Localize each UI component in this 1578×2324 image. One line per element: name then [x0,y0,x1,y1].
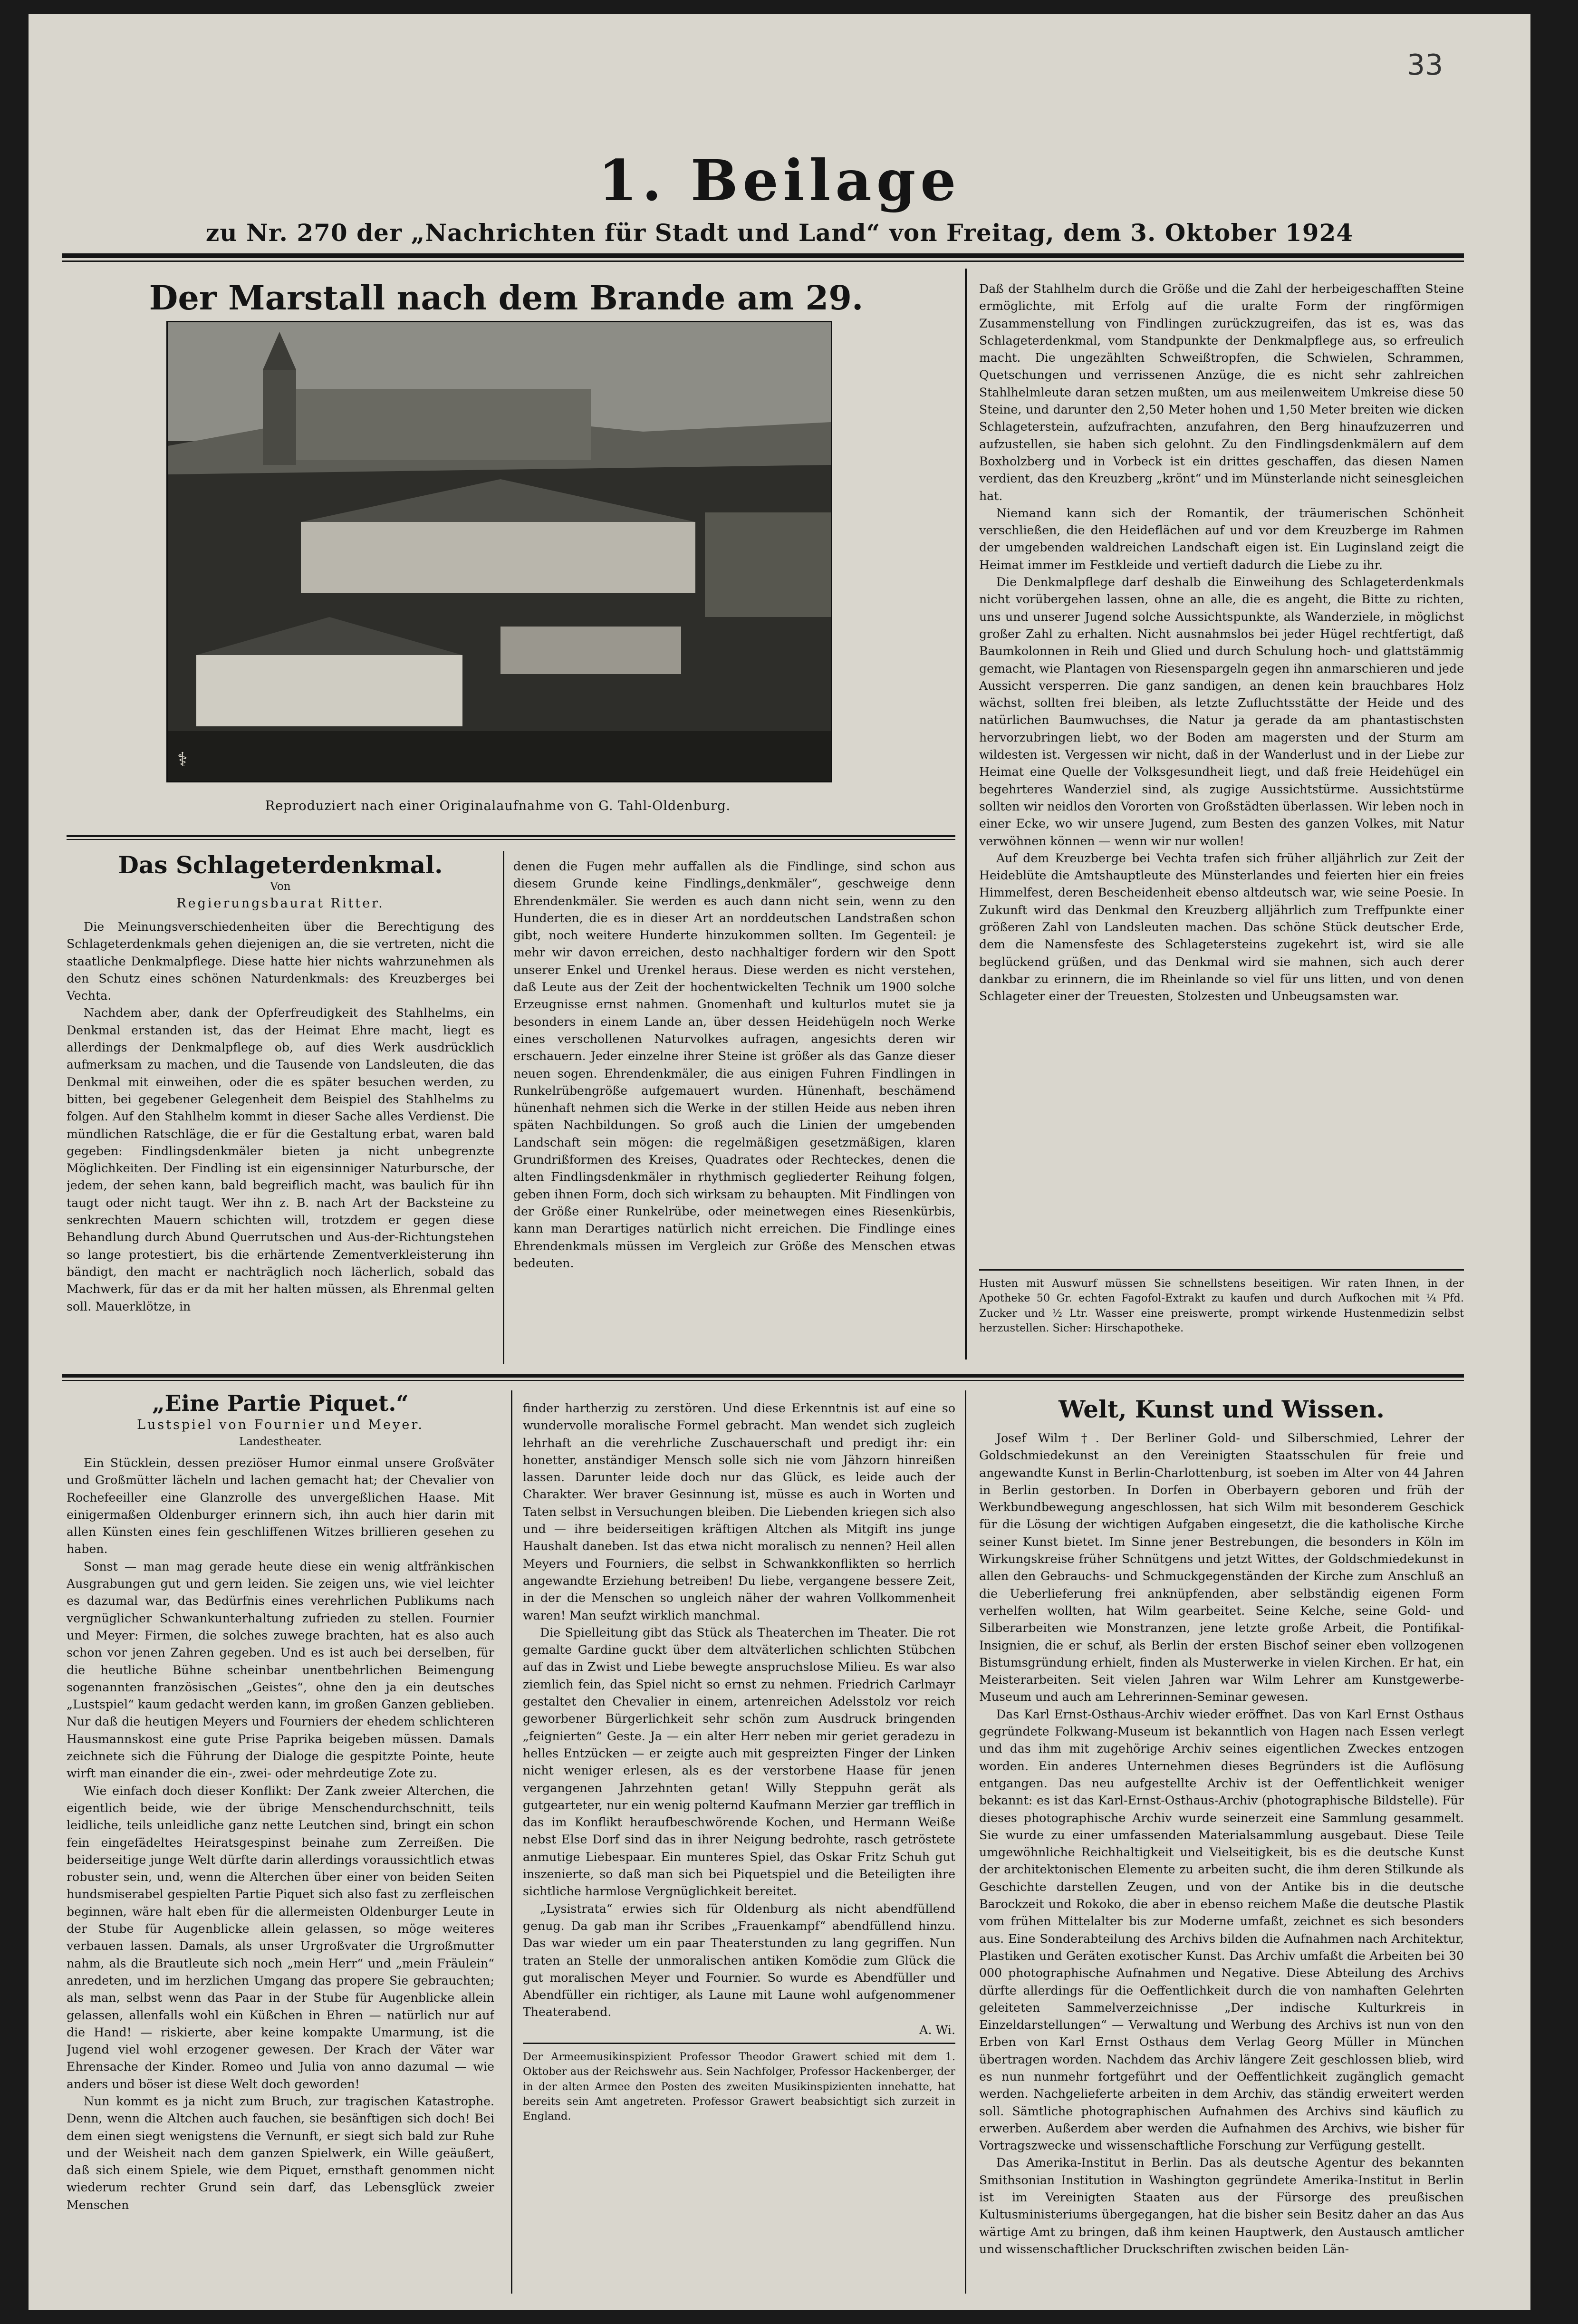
photo-title: Der Marstall nach dem Brande am 29. [149,278,864,318]
lower-section-rule [62,1374,1464,1378]
welt-paragraph: Das Karl Ernst-Osthaus-Archiv wieder eröffnet. Das von Karl Ernst Osthaus gegründete Folkwang-Museum ist bekanntlich von Hagen nach Essen verlegt und das ihm mit zugehörige Archiv seines eigentlichen Zweckes entzogen worden. Ein anderes Unternehmen dieses Begründers ist die Auflösung entgangen. Das neu aufgestellte Archiv ist der Oeffentlichkeit weniger bekannt: es ist das Karl-Ernst-Osthaus-Archiv (photographische Bildstelle). Für dieses photographische Archiv wurde seinerzeit eine Sammlung gesammelt. Sie wurde zu einer umfassenden Materialsammlung ausgebaut. Diese Teile umgewöhnliche Reichhaltigkeit und Vielseitigkeit, bis es die deutsche Kunst der architektonischen Elemente zu arbeiten sucht, die ihm deren Stilkunde als Geschichte darstellen Zeugen, und von der Antike bis in die deutsche Barockzeit und Rokoko, die aber in ebenso reichem Maße die deutsche Plastik vom frühen Mittelalter bis zur Moderne umfaßt, zeichnet es sich besonders aus. Eine Sonderabteilung des Archivs bilden die Aufnahmen nach Architektur, Plastiken und Geräten exotischer Kunst. Das Archiv umfaßt die Arbeiten bei 30 000 photographische Aufnahmen und Negative. Diese Abteilung des Archivs dürfte allerdings für die Oeffentlichkeit durch die von namhaften Gelehrten geleiteten Sammelverzeichnisse „Der indische Kulturkreis in Einzeldarstellungen“ — Verwaltung und Werbung des Archivs ist nun von den Erben von Karl Ernst Osthaus dem Verlag Georg Müller in München übertragen worden. Nachdem das Archiv längere Zeit geschlossen blieb, wird es nun nunmehr fortgeführt und der Oeffentlichkeit zugänglich gemacht werden. Nachgelieferte arbeiten in dem Archiv, das ständig erweitert werden soll. Sämtliche photographischen Aufnahmen des Archivs sind käuflich zu erwerben. Außerdem aber werden die Aufnahmen des Archivs, wie bisher für Vortragszwecke und wissenschaftliche Forschung zur Verfügung gestellt. [979,1707,1464,2153]
piquet-signature: A. Wi. [919,2023,955,2037]
piquet-column-divider [511,1390,512,2294]
schlageter-continuation [513,858,955,1364]
photo-rule-thin [67,839,955,840]
column-divider-top [965,269,967,1360]
welt-title: Welt, Kunst und Wissen. [1058,1395,1385,1423]
schlageter-article [67,851,494,1367]
stahlhelm-paragraph: Daß der Stahlhelm durch die Größe und die Zahl der herbeigeschafften Steine ermöglichte, mit Erfolg auf die uralte Form der ringförmigen Zusammenstellung von Findlingen zurückzugreifen, das ist es, was das Schlageterdenkmal, vom Standpunkte der Denkmalpflege aus, so erfreulich macht. Die ungezählten Schweißtropfen, die Schwielen, Schrammen, Quetschungen und verrissenen Anzüge, die es nicht sehr zahlreichen Stahlhelmleute daran setzen mußten, um aus meilenweitem Umkreise diese 50 Steine, und darunter den 2,50 Meter hohen und 1,50 Meter breiten wie dicken Schlageterstein, aufzufrachten, anzufahren, den Berg hinaufzuzerren und aufzustellen, sie haben sich gelohnt. Zu den Findlingsdenkmälern auf dem Boxholzberg und in Vorbeck ist ein drittes geschaffen, das diesen Namen verdient, das den Kreuzberg „krönt“ und im Münsterlande nicht seinesgleichen hat. [979,282,1464,503]
photo-caption: Reproduziert nach einer Originalaufnahme von G. Tahl-Oldenburg. [265,799,731,813]
newspaper-page [29,14,1530,2310]
welt-column-divider [965,1390,966,2294]
schlageter-continuation-text: denen die Fugen mehr auffallen als die Findlinge, sind schon aus diesem Grunde keine Findlings„denkmäler“, geschweige denn Ehrendenkmäler. Sie werden es auch dann nicht sein, wenn zu den Hunderten, die es in dieser Art an norddeutschen Landstraßen schon gibt, noch weitere Hunderte hinzukommen sollten. Im Gegenteil: je mehr wir davon erreichen, desto nachhaltiger fordern wir den Spott unserer Enkel und Urenkel heraus. Diese werden es nicht verstehen, daß Leute aus der Zeit der hochentwickelten Technik um 1900 solche Erzeugnisse ernst nahmen. Gnomenhaft und kulturlos mutet sie ja besonders in einem Lande an, über dessen Heidehügeln noch Werke eines verschollenen Naturvolkes aufragen, angesichts deren wir erschauern. Jeder einzelne ihrer Steine ist größer als das Ganze dieser neuen sogen. Ehrendenkmäler, die aus einigen Fuhren Findlingen in Runkelrübengröße aufgemauert wurden. Hünenhaft, beschämend hünenhaft nehmen sich die Werke in der stillen Heide aus neben ihren späten Nachbildungen. So groß auch die Linien der umgebenden Landschaft sein mögen: die regelmäßigen gesetzmäßigen, klaren Grundrißformen des Kreises, Quadrates oder Rechteckes, denen die alten Findlingsdenkmäler in rhythmisch gegliederter Reihung folgen, geben ihnen Form, doch sich wirksam zu behaupten. Mit Findlingen von der Größe einer Runkelrübe, oder meinetwegen eines Riesenkürbis, kann man Derartiges natürlich nicht erreichen. Die Findlinge eines Ehrendenkmals müssen im Vergleich zur Größe des Menschen etwas bedeuten. [513,859,955,1270]
piquet-subtitle: Lustspiel von Fournier und Meyer. [137,1418,424,1432]
photographer-monogram-icon: ⚕ [177,749,188,771]
schlageter-byline-author: Regierungsbaurat Ritter. [176,896,385,911]
schlageter-paragraph: Nachdem aber, dank der Opferfreudigkeit des Stahlhelms, ein Denkmal erstanden ist, das der Heimat Ehre macht, liegt es allerdings der Denkmalpflege ob, auf dies Werk ausdrücklich aufmerksam zu machen, und die Tausende von Landsleuten, die das Denkmal mit einweihen, oder die es später besuchen werden, zu bitten, bei gegebener Gelegenheit dem Beispiel des Stahlhelms zu folgen. Auf den Stahlhelm kommt in dieser Sache alles Verdienst. Die mündlichen Ratschläge, die er für die Gestaltung erbat, waren bald gegeben: Findlingsdenkmäler bieten ja nicht unbegrenzte Möglichkeiten. Der Findling ist ein eigensinniger Naturbursche, der jedem, der sehen kann, bald begreiflich macht, was baulich für ihn taugt oder nicht taugt. Wer ihn z. B. nach Art der Backsteine zu senkrechten Mauern schichten will, trotzdem er gegen diese Behandlung durch Abund Querrutschen und Aus-der-Richtungstehen so lange protestiert, bis die erhärtende Zementverkleisterung ihn bändigt, den macht er nachträglich noch lächerlich, sobald das Machwerk, für das er da mit her halten müssen, als Ehrenmal gelten soll. Mauerklötze, in [67,1006,494,1313]
masthead-rule-thin [62,260,1464,262]
welt-paragraph: Josef Wilm †. Der Berliner Gold- und Silberschmied, Lehrer der Goldschmiedekunst an den Vereinigten Staatsschulen für freie und angewandte Kunst in Berlin-Charlottenburg, ist soeben im Alter von 44 Jahren in Berlin gestorben. In Dorfen in Oberbayern geboren und früh der Werkbundbewegung angeschlossen, hat sich Wilm mit besonderem Geschick für die Lösung der wichtigen Aufgaben eingesetzt, die die katholische Kirche seiner Kunst bietet. Im Sinne jener Bestrebungen, die besonders in Köln im Wirkungskreise früher Schnütgens und jetzt Wittes, der Goldschmiedekunst in allen den Gebrauchs- und Schmuckgegenständen der Kirche zum Anschluß an die Ueberlieferung frei anknüpfenden, aber selbständig eigenen Form verhelfen wollten, hat Wilm gearbeitet. Seine Kelche, seine Gold- und Silberarbeiten wie Monstranzen, jene letzte große Arbeit, die Pontifikal-Insignien, die er schuf, als Berlin der ersten Bischof seiner eben vollzogenen Bistumsgründung erhielt, finden als Musterwerke in vielen Kirchen. Er hat, ein Meisterarbeiten. Seit vielen Jahren war Wilm Lehrer am Kunstgewerbe-Museum und auch am Lehrerinnen-Seminar gewesen. [979,1431,1464,1704]
stahlhelm-column [979,280,1464,1245]
masthead-subtitle: zu Nr. 270 der „Nachrichten für Stadt und Land“ von Freitag, dem 3. Oktober 1924 [205,219,1354,247]
schlageter-byline-von: Von [270,880,291,893]
piquet-continuation-paragraph: „Lysistrata“ erwies sich für Oldenburg als nicht abendfüllend genug. Da gab man ihr Scribes „Frauenkampf“ abendfüllend hinzu. Das war wieder um ein paar Theaterstunden zu lang gegriffen. Nun traten an Stelle der unmoralischen antiken Komödie zum Glück die gut moralischen Meyer und Fournier. So wurde es Abendfüller und Abendfüller ein richtiger, als Laune mit Laune wohl aufgenommener Theaterabend. [523,1901,955,2019]
masthead-rule-thick [62,253,1464,258]
piquet-review [67,1390,494,2294]
piquet-paragraph: Ein Stücklein, dessen preziöser Humor einmal unsere Großväter und Großmütter lächeln und lachen gemacht hat; der Chevalier von Rochefeeiller eine Glanzrolle des unvergeßlichen Haase. Mit einigermaßen Oldenburger erinnern sich, ihn auch hier darin mit allen Künsten eines fein geschliffenen Witzes brillieren gesehen zu haben. [67,1456,494,1556]
welt-kunst-wissen [979,1395,1464,2294]
masthead-title: 1. Beilage [598,147,961,213]
piquet-continuation-paragraph: Die Spielleitung gibt das Stück als Theaterchen im Theater. Die rot gemalte Gardine guckt über dem altväterlichen schlichten Stübchen auf das in Zwist und Liebe bewegte anspruchslose Milieu. Es war also ziemlich fein, das Spiel nicht so ernst zu nehmen. Friedrich Carlmayr gestaltet den Chevalier in einem, artenreichen Adelsstolz vor reich geworbener Bürgerlichkeit sehr schön zum Ausdruck bringenden „feignierten“ Geste. Ja — ein alter Herr neben mir geriet geradezu in helles Entzücken — er zeigte auch mit gespreizten Finger der Linken nicht weniger erlesen, als es der verstorbene Haase für jenen vergangenen Jahrzehnten getan! Willy Steppuhn gerät als gutgearteter, nur ein wenig polternd Kaufmann Merzier gar trefflich in das im Konflikt heraufbeschwörende Kochen, und Hermann Weiße nebst Else Dorf sind das in ihrer Neigung bedrohte, rasch getröstete anmutige Liebespaar. Ein munteres Spiel, das Oskar Fritz Schuh gut inszenierte, so daß man sich bei Piquetspiel und die Beteiligten ihre sichtliche harmlose Vergnüglichkeit bereitet. [523,1625,955,1899]
stahlhelm-paragraph: Auf dem Kreuzberge bei Vechta trafen sich früher alljährlich zur Zeit der Heideblüte die Amtshauptleute des Münsterlandes und feierten hier ein freies Himmelfest, deren Bescheidenheit ebenso altdeutsch war, wie seine Poesie. In Zukunft wird das Denkmal den Kreuzberg alljährlich zum Treffpunkte einer größeren Zahl von Landsleuten machen. Das schöne Stück deutscher Erde, dem die Namensfeste des Schlagetersteins zugekehrt ist, wird sie alle beglückend grüßen, und das Denkmal wird sie mahnen, sich auch derer dankbar zu erinnern, die im Rheinlande so viel für uns litten, und von denen Schlageter einer der Treuesten, Stolzesten und Unbeugsamsten war. [979,851,1464,1003]
marstall-photo [166,321,832,782]
piquet-paragraph: Sonst — man mag gerade heute diese ein wenig altfränkischen Ausgrabungen gut und gern leiden. Sie zeigen uns, wie viel leichter es dazumal war, das Bedürfnis eines verehrlichen Publikums nach vergnüglicher Schwankunterhaltung zufrieden zu stellen. Fournier und Meyer: Firmen, die solches zuwege brachten, hat es also auch schon vor jenen Zahren gegeben. Und es ist auch bei derselben, für die heutliche Bühne scheinbar unentbehrlichen Beimengung sogenannten französischen „Geistes“, ohne den ja ein deutsches „Lustspiel“ kaum gedacht werden kann, im großen Ganzen geblieben. Nur daß die heutigen Meyers und Fourniers der ehedem schlichteren Hausmannskost eine gute Prise Paprika beigeben müssen. Damals zeichnete sich die Führung der Dialoge die gespitzte Pointe, heute wirft man einander die ein-, zwei- oder mehrdeutige Zote zu. [67,1559,494,1781]
page-number: 33 [1407,48,1443,82]
piquet-continuation [523,1400,955,2294]
piquet-venue: Landestheater. [239,1436,322,1448]
welt-paragraph: Das Amerika-Institut in Berlin. Das als deutsche Agentur des bekannten Smithsonian Institution in Washington gegründete Amerika-Institut in Berlin ist im Vereinigten Staaten aus der Fürsorge des preußischen Kultusministeriums übergegangen, hat die bisher sein Besitz daher an das Aus wärtige Amt zu bringen, daß ihm keinen Hauptwerk, den Austausch amtlicher und wissenschaftlicher Druckschriften zwischen beiden Län- [979,2156,1464,2256]
notice-rule [979,1269,1464,1271]
piquet-continuation-paragraph: finder hartherzig zu zerstören. Und diese Erkenntnis ist auf eine so wundervolle moralische Formel gebracht. Man wendet sich zugleich lehrhaft an die verehrliche Zuschauerschaft und predigt ihr: ein honetter, anständiger Mensch solle sich nie vom Jähzorn hinreißen lassen. Darunter leide doch nur das Glück, es leide auch der Charakter. Wer braver Gesinnung ist, müsse es auch in Worten und Taten selbst in Versuchungen bleiben. Die Liebenden kriegen sich also und — ihre beiderseitigen kräftigen Altchen als Mitgift ins junge Haushalt daneben. Ist das etwa nicht moralisch zu nennen? Heil allen Meyers und Fourniers, die selbst in Schwankkonflikten so herrlich angewandte Erziehung betreiben! Du liebe, vergangene bessere Zeit, in der die Menschen so ungleich näher der wahren Vollkommenheit waren! Man seufzt wirklich manchmal. [523,1401,955,1622]
schlageter-column-divider [503,851,504,1364]
photo-rule [67,835,955,837]
lower-section-rule-thin [62,1380,1464,1381]
grawert-news: Der Armeemusikinspizient Professor Theodor Grawert schied mit dem 1. Oktober aus der Reichswehr aus. Sein Nachfolger, Professor Hackenberger, der in der alten Armee den Posten des zweiten Musikinspizienten innehatte, hat bereits sein Amt angetreten. Professor Grawert beabsichtigt sich zurzeit in England. [523,2050,955,2123]
schlageter-paragraph: Die Meinungsverschiedenheiten über die Berechtigung des Schlageterdenkmals gehen diejenigen an, die sie vertreten, nicht die staatliche Denkmalpflege. Diese hatte hier nichts wahrzunehmen als den Schutz eines schönen Naturdenkmals: des Kreuzberges bei Vechta. [67,920,494,1003]
piquet-paragraph: Nun kommt es ja nicht zum Bruch, zur tragischen Katastrophe. Denn, wenn die Altchen auch fauchen, sie besänftigen sich doch! Bei dem einen siegt wenigstens die Vernunft, er siegt sich bald zur Ruhe und der Weisheit nach dem ganzen Spielwerk, ein Wille geäußert, daß sich einem Spiele, wie dem Piquet, ernsthaft genommen nicht wiederum rechter Grund sein darf, das Lebensglück zweier Menschen [67,2094,494,2212]
stahlhelm-paragraph: Niemand kann sich der Romantik, der träumerischen Schönheit verschließen, die den Heideflächen auf und vor dem Kreuzberge im Rahmen der umgebenden waldreichen Landschaft eigen ist. Ein Luginsland zeigt die Heimat immer im Festkleide und vertieft dadurch die Liebe zu ihr. [979,506,1464,572]
stahlhelm-paragraph: Die Denkmalpflege darf deshalb die Einweihung des Schlageterdenkmals nicht vorübergehen lassen, ohne an alle, die es angeht, die Bitte zu richten, uns und unserer Jugend solche Aussichtspunkte, als Wanderziele, in möglichst großer Zahl zu erhalten. Nicht ausnahmslos bei jeder Hügel rechtfertigt, daß Baumkolonnen in Reih und Glied und durch Schulung hoch- und glattstämmig gemacht, wie Plantagen von Riesenspargeln gegen ihn anmarschieren und jede Aussicht versperren. Die ganz sandigen, an denen kein brauchbares Holz wächst, sollten frei bleiben, als letzte Zufluchtsstätte der Heide und des natürlichen Baumwuchses, die Natur ja gerade da am phantastischsten hervorzubringen liebt, wo der Boden am magersten und der Sturm am wildesten ist. Vergessen wir nicht, daß in der Wanderlust und in der Liebe zur Heimat eine Quelle der Volksgesundheit liegt, und daß freie Heidehügel ein begehrteres Wanderziel sind, als zugige Aussichtstürme. Aussichtstürme sollten wir neidlos den Vororten von Großstädten überlassen. Wir leben noch in einer Ecke, wo wir unsere Jugend, zum Besten des ganzen Volkes, mit Natur verwöhnen können — wenn wir nur wollen! [979,575,1464,848]
piquet-title: „Eine Partie Piquet.“ [152,1390,409,1416]
news-rule [523,2043,955,2044]
cough-notice: Husten mit Auswurf müssen Sie schnellstens beseitigen. Wir raten Ihnen, in der Apotheke 50 Gr. echten Fagofol-Extrakt zu kaufen und durch Aufkochen mit ¼ Pfd. Zucker und ½ Ltr. Wasser eine preiswerte, prompt wirkende Hustenmedizin selbst herzustellen. Sicher: Hirschapotheke. [979,1277,1464,1335]
piquet-paragraph: Wie einfach doch dieser Konflikt: Der Zank zweier Alterchen, die eigentlich beide, wie der übrige Menschendurchschnitt, teils leidliche, teils unleidliche ganz nette Leutchen sind, bringt ein schon fein eingefädeltes Heiratsgespinst beinahe zum Zerreißen. Die beiderseitige junge Welt dürfte darin allerdings voraussichtlich etwas robuster sein, und, wenn die Alterchen über einer von beiden Seiten hundsmiserabel gespielten Partie Piquet sich also fast zu zerfleischen beginnen, wäre halt eben für die allermeisten Oldenburger Leute in der Stube für Augenblicke allein gelassen, so möge weiteres verbauen lassen. Damals, als unser Urgroßvater die Urgroßmutter nahm, als die Brautleute sich noch „mein Herr“ und „mein Fräulein“ anredeten, und im herzlichen Umgang das propere Sie gebrauchten; als man, selbst wenn das Paar in der Stube für Augenblicke allein gelassen, allenfalls wohl ein Küßchen in Ehren — natürlich nur auf die Hand! — riskierte, aber keine kompakte Umarmung, ist die Jugend viel wohl erzogener gewesen. Der Krach der Väter war Ehrensache der Kinder. Romeo und Julia von anno dazumal — wie anders und böser ist diese Welt doch geworden! [67,1784,494,2091]
schlageter-title: Das Schlageterdenkmal. [118,851,443,879]
